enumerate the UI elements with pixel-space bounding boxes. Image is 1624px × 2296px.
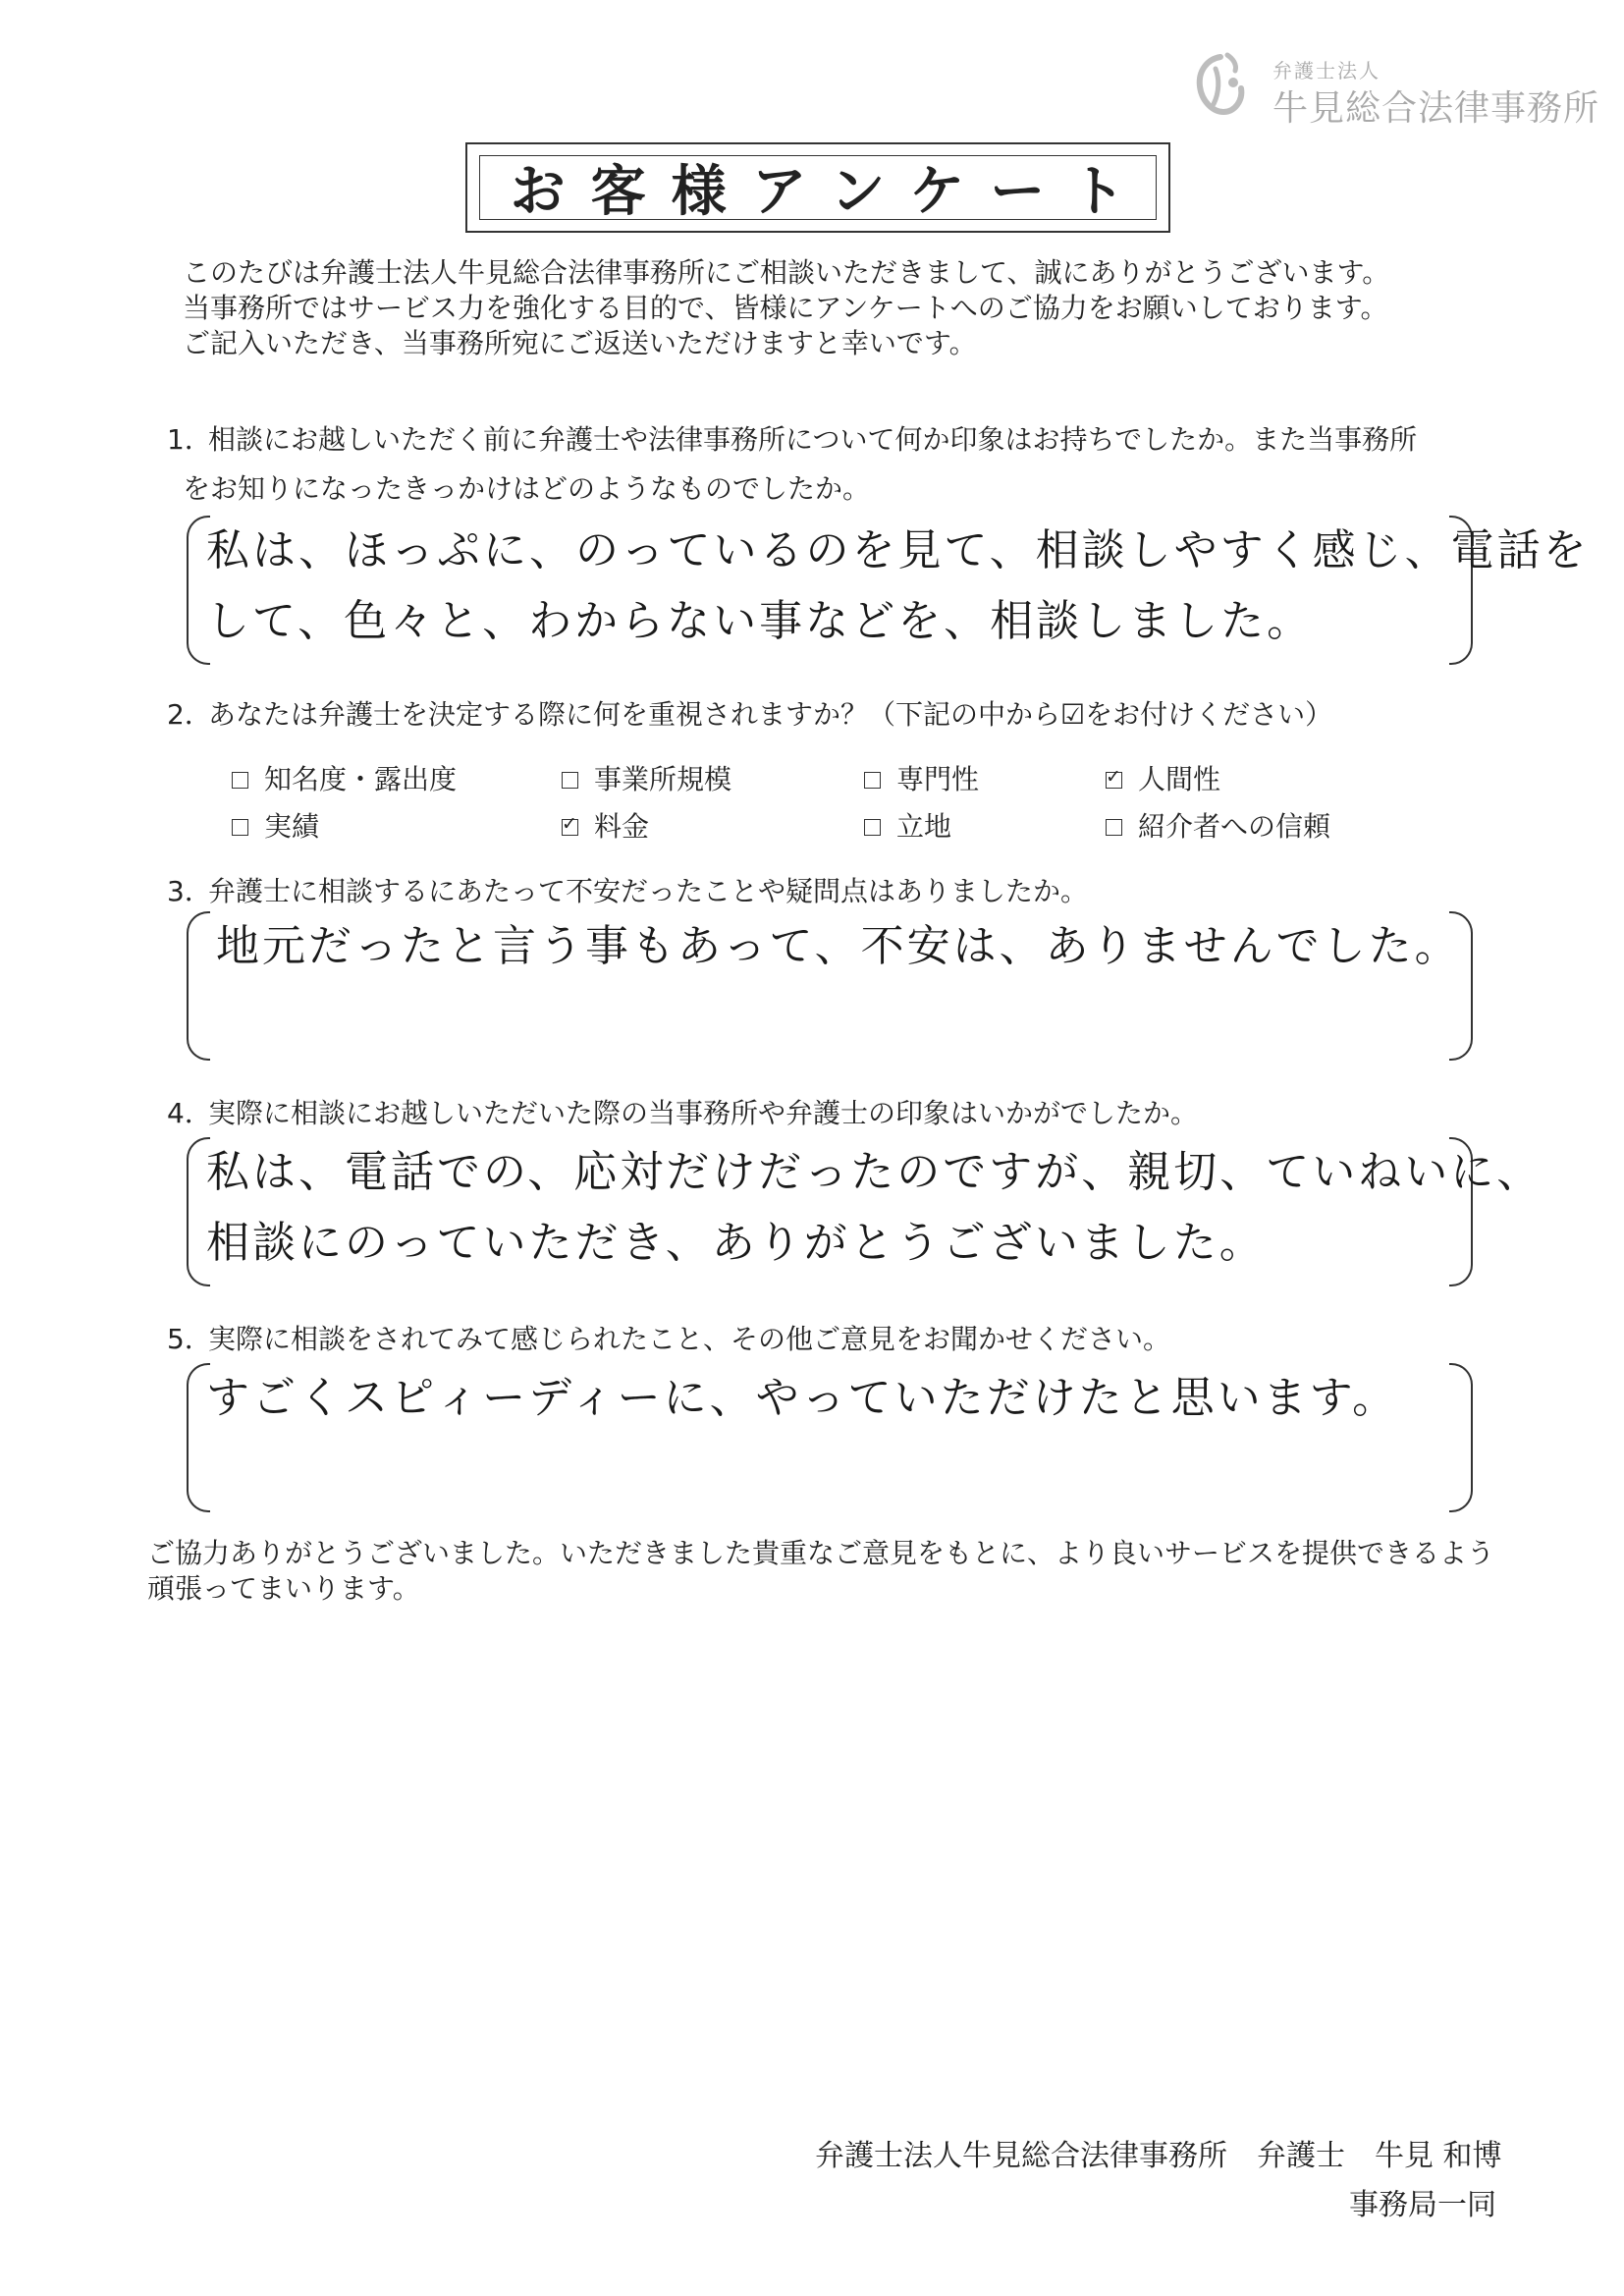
checkbox[interactable] — [232, 819, 248, 836]
checkbox[interactable] — [232, 772, 248, 789]
option-label: 紹介者への信頼 — [1138, 810, 1331, 843]
question-text-line: 弁護士に相談するにあたって不安だったことや疑問点はありましたか。 — [208, 875, 1089, 907]
option-label: 立地 — [896, 810, 952, 843]
question-text-line: 実際に相談をされてみて感じられたこと、その他ご意見をお聞かせください。 — [208, 1323, 1171, 1355]
firm-logo — [1190, 45, 1600, 129]
option-firm-size[interactable] — [562, 762, 731, 797]
option-fee[interactable] — [562, 809, 649, 845]
handwritten-answer-line: すごくスピィーディーに、やっていただけたと思います。 — [206, 1373, 1399, 1423]
question-number: 5． — [167, 1323, 212, 1355]
question-text-line: をお知りになったきっかけはどのようなものでしたか。 — [183, 472, 871, 505]
intro-line: ご記入いただき、当事務所宛にご返送いただけますと幸いです。 — [183, 327, 977, 359]
option-expertise[interactable] — [864, 762, 979, 797]
title-inner-frame — [479, 155, 1157, 224]
answer-bracket-left — [187, 911, 210, 1061]
signature-office: 事務局一同 — [1349, 2188, 1496, 2222]
answer-5-box — [187, 1363, 1473, 1510]
title-frame — [465, 142, 1170, 233]
question-number: 4． — [167, 1097, 212, 1129]
question-text-line: 相談にお越しいただく前に弁護士や法律事務所について何か印象はお持ちでしたか。また当事務所 — [208, 423, 1418, 456]
handwritten-answer-line: 私は、ほっぷに、のっているのを見て、相談しやすく感じ、電話を — [206, 525, 1590, 575]
checkbox[interactable] — [562, 772, 578, 789]
checkbox[interactable] — [864, 772, 881, 789]
option-label: 専門性 — [896, 763, 980, 795]
closing-line: ご協力ありがとうございました。いただきました貴重なご意見をもとに、より良いサービスを提供できるよう — [147, 1537, 1495, 1569]
closing-line: 頑張ってまいります。 — [147, 1572, 420, 1605]
question-number: 2． — [167, 698, 212, 731]
logo-mark-icon — [1190, 49, 1251, 120]
intro-line: このたびは弁護士法人牛見総合法律事務所にご相談いただきまして、誠にありがとうございます。 — [183, 256, 1390, 289]
closing-paragraph — [147, 1536, 1494, 1607]
option-name-recognition[interactable] — [232, 762, 457, 797]
check-mark: ✓ — [562, 812, 577, 835]
logo-subtitle: 弁護士法人 — [1272, 59, 1380, 82]
logo-firm-name: 牛見総合法律事務所 — [1272, 88, 1600, 129]
answer-bracket-right — [1449, 1363, 1473, 1512]
page-title: お客様アンケート — [510, 160, 1152, 224]
checkbox[interactable] — [1106, 819, 1122, 836]
option-label: 料金 — [594, 810, 650, 843]
option-personality[interactable] — [1106, 762, 1220, 797]
signature-firm: 弁護士法人牛見総合法律事務所 弁護士 牛見 和博 — [815, 2139, 1502, 2173]
question-number: 1． — [167, 423, 212, 456]
option-location[interactable] — [864, 809, 951, 845]
answer-3-box — [187, 911, 1473, 1059]
answer-1-box — [187, 516, 1590, 663]
intro-paragraph — [183, 255, 1389, 361]
checkbox[interactable] — [562, 812, 578, 836]
option-label: 事業所規模 — [594, 763, 732, 795]
handwritten-answer-line: 私は、電話での、応対だけだったのですが、親切、ていねいに、 — [206, 1147, 1543, 1197]
intro-line: 当事務所ではサービス力を強化する目的で、皆様にアンケートへのご協力をお願いしております。 — [183, 292, 1388, 324]
option-track-record[interactable] — [232, 809, 319, 845]
question-text-line: 実際に相談にお越しいただいた際の当事務所や弁護士の印象はいかがでしたか。 — [208, 1097, 1199, 1129]
question-text-line: あなたは弁護士を決定する際に何を重視されますか？（下記の中から☑をお付けください） — [208, 698, 1333, 731]
question-number: 3． — [167, 875, 212, 907]
option-referrer-trust[interactable] — [1106, 809, 1330, 845]
checkbox[interactable] — [1106, 765, 1122, 789]
handwritten-answer-line: して、色々と、わからない事などを、相談しました。 — [206, 596, 1314, 646]
option-label: 知名度・露出度 — [264, 763, 458, 795]
option-label: 実績 — [264, 810, 320, 843]
answer-4-box — [187, 1137, 1543, 1285]
option-label: 人間性 — [1138, 763, 1221, 795]
handwritten-answer-line: 地元だったと言う事もあって、不安は、ありませんでした。 — [216, 921, 1461, 971]
checkbox[interactable] — [864, 819, 881, 836]
check-mark: ✓ — [1106, 765, 1121, 788]
handwritten-answer-line: 相談にのっていただき、ありがとうございました。 — [206, 1218, 1266, 1268]
